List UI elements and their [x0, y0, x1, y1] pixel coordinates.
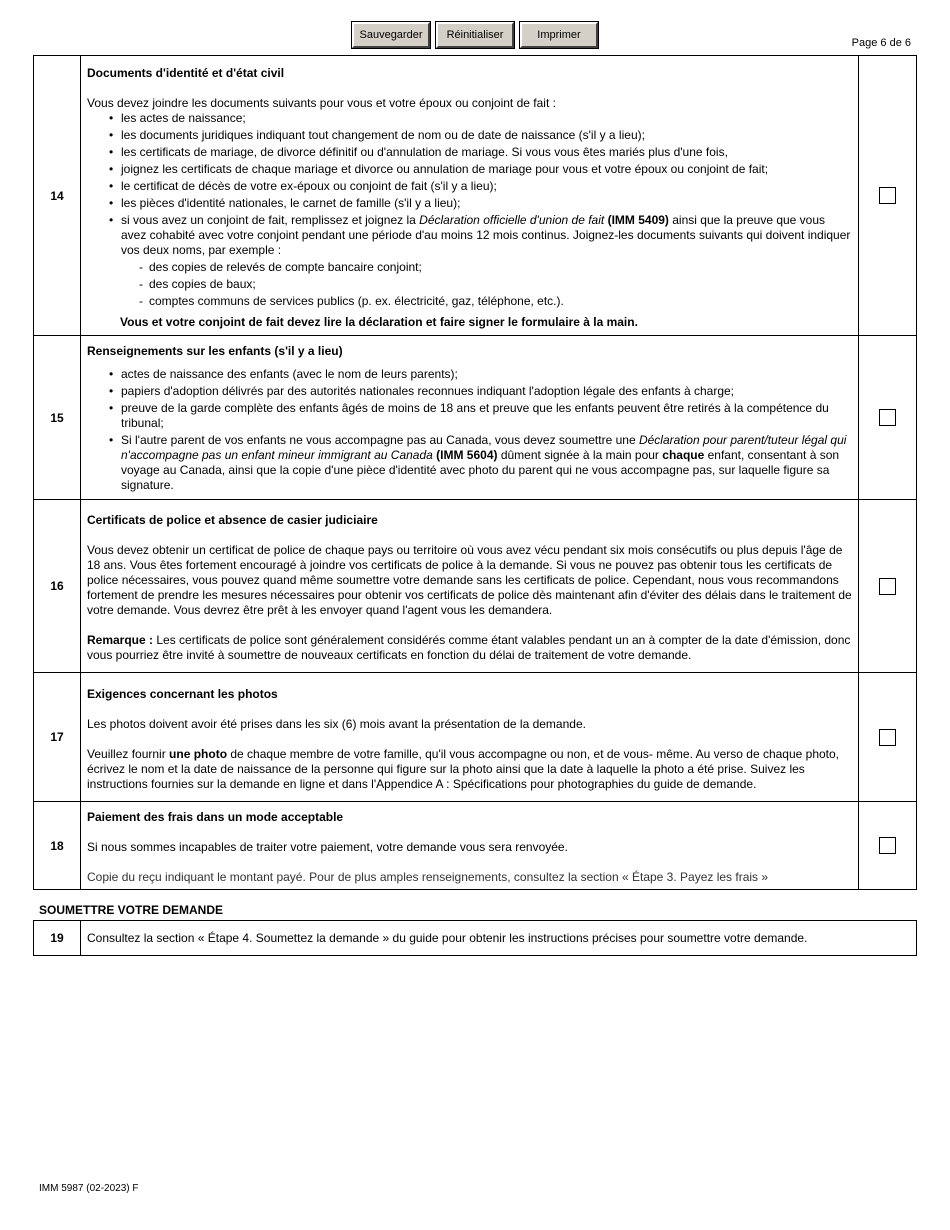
checklist-row-17 — [34, 673, 917, 802]
reset-button[interactable]: Réinitialiser — [436, 22, 514, 48]
row-title: Exigences concernant les photos — [87, 686, 278, 701]
list-item: • les pièces d'identité nationales, le carnet de famille (s'il y a lieu); — [121, 196, 852, 211]
row-content — [81, 336, 859, 500]
list-item: • les documents juridiques indiquant tout changement de nom ou de date de naissance (s'il y a lieu); — [121, 128, 852, 143]
list-item: - des copies de baux; — [149, 277, 852, 292]
row-content — [81, 500, 859, 673]
text-segment: Les certificats de police sont généralement considérés comme étant valables pendant un an à compter de la date d'émission, donc vous pourriez être invité à soumettre de nouveaux certificats en fonction du délai de traitement de votre demande. — [87, 633, 851, 662]
checklist-row-15 — [34, 336, 917, 500]
checkbox-cell — [859, 802, 917, 890]
print-button[interactable]: Imprimer — [520, 22, 598, 48]
row-intro: Vous devez joindre les documents suivants pour vous et votre époux ou conjoint de fait : — [87, 95, 556, 110]
list-item: • preuve de la garde complète des enfants âgés de moins de 18 ans et preuve que les enfants peuvent être retirés à la compétence du tribunal; — [121, 401, 852, 431]
checkbox-row-17[interactable] — [879, 729, 896, 746]
list-item: • joignez les certificats de chaque mariage et divorce ou annulation de mariage pour vous et votre époux ou conjoint de fait; — [121, 162, 852, 177]
checkbox-cell — [859, 336, 917, 500]
text-segment: Si l'autre parent de vos enfants ne vous accompagne pas au Canada, vous devez soumettre une — [121, 433, 639, 447]
row-title: Renseignements sur les enfants (s'il y a lieu) — [87, 344, 343, 358]
form-title: Déclaration pour parent/tuteur légal qui n'accompagne pas un enfant mineur immigrant au Canada — [121, 433, 847, 462]
list-item: • les actes de naissance; — [121, 111, 852, 126]
list-item: • actes de naissance des enfants (avec le nom de leurs parents); — [121, 367, 852, 382]
row-number: 16 — [34, 500, 81, 673]
text-segment: ainsi que la preuve que vous avez cohabité avec votre conjoint pendant une période d'au moins 12 mois continus. Joignez-les documents suivants qui doivent indiquer vos deux noms, par exemple : — [121, 212, 851, 257]
list-item: - comptes communs de services publics (p. ex. électricité, gaz, téléphone, etc.). — [149, 294, 852, 309]
text-segment: dûment signée à la main pour — [497, 448, 663, 462]
row-paragraph: Vous devez obtenir un certificat de police de chaque pays ou territoire où vous avez vécu pendant six mois consécutifs ou plus depuis l'âge de 18 ans. Vous êtes fortement encouragé à joindre vos certificats de police à la demande. Si vous ne pouvez pas obtenir tous les certificats de police nécessaires, vous pouvez quand même soumettre votre demande sans les certificats de police. Cependant, nous vous recommandons fortement de prendre les mesures nécessaires pour obtenir vos certificats de police dès maintenant afin d'éviter des délais dans le traitement de votre demande. Vous devrez être prêt à les envoyer quand l'agent vous les demandera. — [87, 543, 852, 617]
row-content: Consultez la section « Étape 4. Soumettez la demande » du guide pour obtenir les instructions précises pour soumettre votre demande. — [81, 921, 917, 956]
row-number: 15 — [34, 336, 81, 500]
row-number: 19 — [34, 921, 81, 956]
signature-notice: Vous et votre conjoint de fait devez lire la déclaration et faire signer le formulaire à la main. — [120, 314, 638, 329]
section-heading: SOUMETTRE VOTRE DEMANDE — [39, 903, 224, 917]
text-segment: si vous avez un conjoint de fait, remplissez et joignez la — [121, 212, 420, 227]
row-content — [81, 56, 859, 336]
checkbox-cell — [859, 673, 917, 802]
list-item: - des copies de relevés de compte bancaire conjoint; — [149, 260, 852, 275]
checklist-row-19 — [34, 921, 917, 956]
document-list — [87, 367, 852, 493]
row-content — [81, 673, 859, 802]
list-item — [121, 433, 852, 493]
row-number: 18 — [34, 802, 81, 890]
list-item — [121, 213, 852, 309]
emphasis: chaque — [662, 448, 705, 462]
checkbox-row-18[interactable] — [879, 837, 896, 854]
text-segment: enfant, consentant à son voyage au Canada, ainsi que la copie d'une pièce d'identité avec photo du parent qui ne vous accompagne pas, sur laquelle figure sa signature. — [121, 448, 840, 492]
checkbox-row-15[interactable] — [879, 409, 896, 426]
page-indicator: Page 6 de 6 — [851, 37, 911, 49]
text-segment: de chaque membre de votre famille, qu'il vous accompagne ou non, et de vous- même. Au verso de chaque photo, écrivez le nom et la date de naissance de la personne qui figure sur la photo ainsi que la date à laquelle la photo a été prise. Suivez les instructions fournies sur la demande en ligne et dans l'Appendice A : Spécifications pour photographies du guide de demande. — [87, 746, 840, 791]
checkbox-row-16[interactable] — [879, 578, 896, 595]
form-code: (IMM 5409) — [604, 212, 669, 227]
remark-label: Remarque : — [87, 633, 154, 647]
row-paragraph — [87, 747, 852, 792]
row-paragraph: Copie du reçu indiquant le montant payé. Pour de plus amples renseignements, consultez la section « Étape 3. Payez les frais » — [87, 870, 769, 884]
emphasis: une photo — [169, 746, 228, 761]
checkbox-cell — [859, 56, 917, 336]
form-code: (IMM 5604) — [432, 448, 498, 462]
list-item: • les certificats de mariage, de divorce définitif ou d'annulation de mariage. Si vous vous êtes mariés plus d'une fois, — [121, 145, 852, 160]
row-title: Documents d'identité et d'état civil — [87, 65, 285, 80]
row-paragraph: Si nous sommes incapables de traiter votre paiement, votre demande vous sera renvoyée. — [87, 840, 568, 854]
checklist-table — [33, 55, 917, 890]
save-button[interactable]: Sauvegarder — [352, 22, 430, 48]
row-number: 17 — [34, 673, 81, 802]
checklist-row-16 — [34, 500, 917, 673]
list-item: • le certificat de décès de votre ex-époux ou conjoint de fait (s'il y a lieu); — [121, 179, 852, 194]
list-item: • papiers d'adoption délivrés par des autorités nationales reconnues indiquant l'adoption légale des enfants à charge; — [121, 384, 852, 399]
row-content — [81, 802, 859, 890]
document-list — [87, 111, 852, 309]
row-title: Paiement des frais dans un mode acceptable — [87, 810, 344, 824]
row-number: 14 — [34, 56, 81, 336]
row-title: Certificats de police et absence de casier judiciaire — [87, 513, 378, 527]
row-remark — [87, 633, 852, 663]
submit-table — [33, 920, 917, 956]
checkbox-row-14[interactable] — [879, 187, 896, 204]
checklist-row-14 — [34, 56, 917, 336]
form-title: Déclaration officielle d'union de fait — [419, 212, 605, 227]
text-segment: Veuillez fournir — [87, 746, 170, 761]
checkbox-cell — [859, 500, 917, 673]
form-code-footer: IMM 5987 (02-2023) F — [39, 1183, 139, 1194]
row-paragraph: Les photos doivent avoir été prises dans les six (6) mois avant la présentation de la demande. — [87, 716, 586, 731]
example-list — [121, 260, 852, 309]
checklist-row-18 — [34, 802, 917, 890]
